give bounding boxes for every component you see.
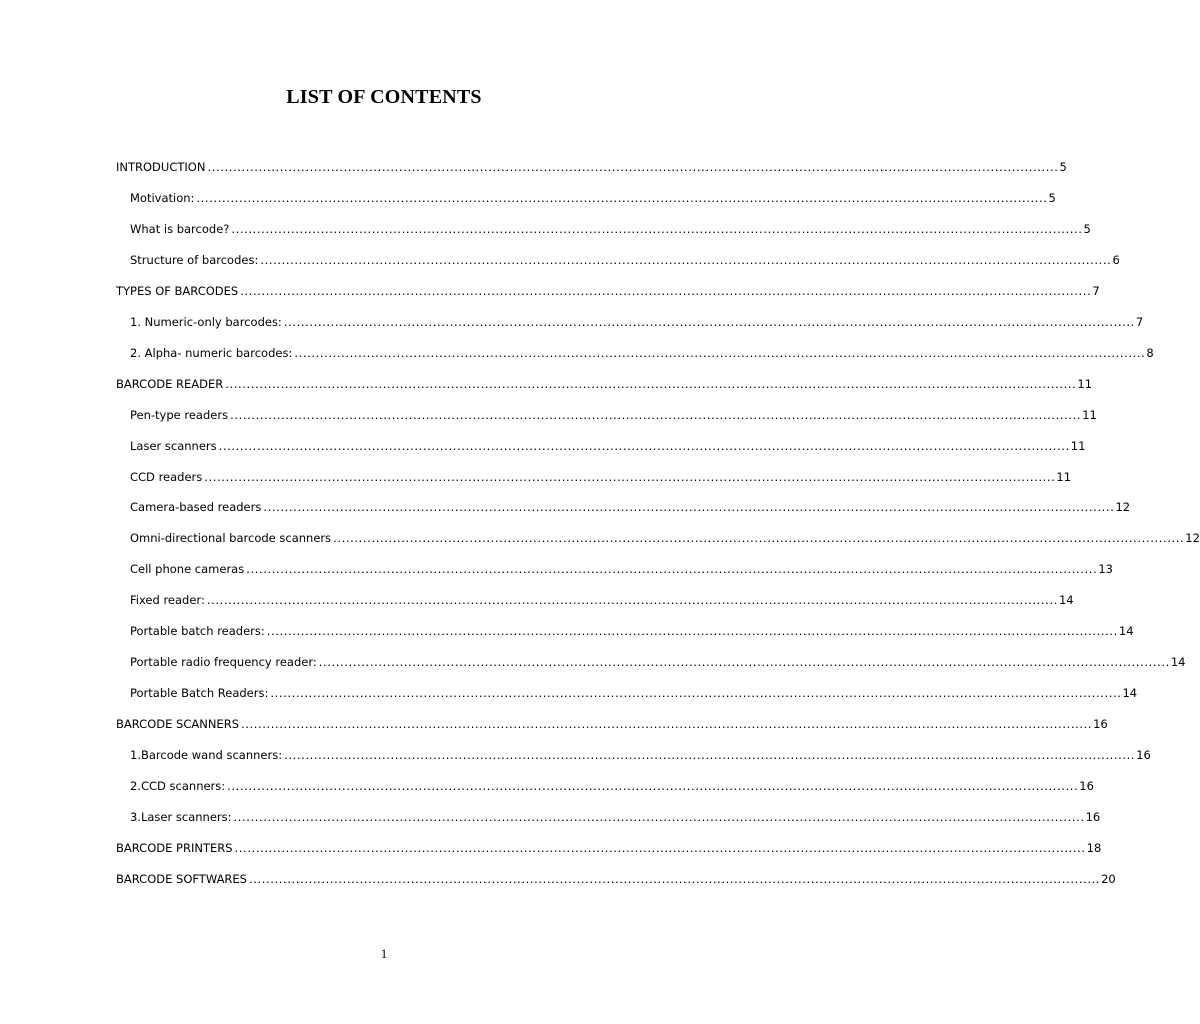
dot-leader: ........................................................................................................................................................................................................ xyxy=(246,562,1098,577)
toc-entry[interactable] xyxy=(130,621,1134,641)
toc-entry-page: 16 xyxy=(1079,779,1094,793)
toc-entry-page: 11 xyxy=(1056,469,1072,484)
toc-entry-page: 14 xyxy=(1058,593,1074,608)
toc-entry[interactable] xyxy=(130,312,1144,332)
toc-entry-label: Pen-type readers xyxy=(130,407,229,422)
toc-entry-page: 12 xyxy=(1115,500,1131,515)
toc-entry[interactable] xyxy=(116,157,1067,177)
page-number: 1 xyxy=(380,946,388,961)
dot-leader: ........................................................................................................................................................................................................ xyxy=(249,871,1101,886)
toc-entry-label: 2. Alpha- numeric barcodes: xyxy=(130,345,293,360)
toc-entry-page: 5 xyxy=(1048,190,1056,205)
toc-entry-label: 1. Numeric-only barcodes: xyxy=(130,314,282,329)
toc-entry[interactable] xyxy=(116,714,1108,734)
toc-entry-page: 20 xyxy=(1101,871,1116,886)
toc-entry-label: Cell phone cameras xyxy=(130,562,245,577)
toc-entry[interactable] xyxy=(130,652,1186,672)
toc-entry[interactable] xyxy=(130,436,1086,456)
toc-entry-page: 7 xyxy=(1092,283,1100,298)
toc-entry-label: Motivation: xyxy=(130,190,195,205)
toc-entry-page: 14 xyxy=(1118,624,1134,639)
dot-leader: ........................................................................................................................................................................................................ xyxy=(233,809,1085,824)
dot-leader: ........................................................................................................................................................................................................ xyxy=(333,531,1185,546)
toc-entry[interactable] xyxy=(130,188,1056,208)
dot-leader: ........................................................................................................................................................................................................ xyxy=(230,407,1082,422)
dot-leader: ........................................................................................................................................................................................................ xyxy=(263,500,1115,515)
toc-entry[interactable] xyxy=(130,250,1120,270)
toc-entry-page: 11 xyxy=(1077,376,1093,391)
toc-entry-page: 5 xyxy=(1059,160,1067,174)
toc-entry-label: BARCODE READER xyxy=(116,376,224,391)
toc-entry[interactable] xyxy=(130,683,1138,703)
toc-entry-page: 13 xyxy=(1098,562,1113,577)
toc-entry-label: 3.Laser scanners: xyxy=(130,809,232,824)
toc-entry[interactable] xyxy=(130,343,1154,363)
toc-entry-label: BARCODE PRINTERS xyxy=(116,840,233,855)
toc-entry-label: TYPES OF BARCODES xyxy=(116,283,239,298)
toc-entry[interactable] xyxy=(130,528,1200,548)
toc-entry-page: 11 xyxy=(1070,438,1086,453)
toc-entry-page: 7 xyxy=(1135,314,1144,329)
toc-entry[interactable] xyxy=(116,281,1100,301)
toc-entry-page: 16 xyxy=(1085,809,1101,824)
toc-entry[interactable] xyxy=(116,869,1116,889)
dot-leader: ........................................................................................................................................................................................................ xyxy=(318,655,1170,670)
toc-entry-page: 6 xyxy=(1112,252,1120,267)
dot-leader: ........................................................................................................................................................................................................ xyxy=(231,221,1083,236)
dot-leader: ........................................................................................................................................................................................................ xyxy=(196,190,1048,205)
dot-leader: ........................................................................................................................................................................................................ xyxy=(284,748,1136,763)
toc-entry-page: 8 xyxy=(1146,345,1154,360)
toc-entry-label: INTRODUCTION xyxy=(116,160,206,174)
toc-entry-label: 1.Barcode wand scanners: xyxy=(130,748,283,763)
toc-entry-page: 16 xyxy=(1136,748,1151,763)
toc-entry[interactable] xyxy=(130,497,1131,517)
page-title: LIST OF CONTENTS xyxy=(286,86,482,108)
dot-leader: ........................................................................................................................................................................................................ xyxy=(225,376,1077,391)
dot-leader: ........................................................................................................................................................................................................ xyxy=(240,283,1092,298)
dot-leader: ........................................................................................................................................................................................................ xyxy=(294,345,1146,360)
dot-leader: ........................................................................................................................................................................................................ xyxy=(241,717,1093,732)
toc-entry[interactable] xyxy=(130,745,1151,765)
toc-entry[interactable] xyxy=(116,838,1102,858)
dot-leader: ........................................................................................................................................................................................................ xyxy=(218,438,1070,453)
toc-entry-label: Portable radio frequency reader: xyxy=(130,655,317,670)
toc-entry-label: Omni-directional barcode scanners xyxy=(130,531,332,546)
toc-entry-label: Fixed reader: xyxy=(130,593,205,608)
toc-entry-label: CCD readers xyxy=(130,469,203,484)
toc-entry[interactable] xyxy=(130,219,1091,239)
dot-leader: ........................................................................................................................................................................................................ xyxy=(260,252,1112,267)
toc-entry[interactable] xyxy=(130,559,1113,579)
dot-leader: ........................................................................................................................................................................................................ xyxy=(266,624,1118,639)
dot-leader: ........................................................................................................................................................................................................ xyxy=(234,840,1086,855)
toc-entry-page: 16 xyxy=(1093,717,1108,732)
toc-entry[interactable] xyxy=(116,374,1093,394)
toc-entry[interactable] xyxy=(130,807,1101,827)
toc-entry-label: Camera-based readers xyxy=(130,500,262,515)
toc-entry-label: Portable batch readers: xyxy=(130,624,265,639)
toc-entry-label: Structure of barcodes: xyxy=(130,252,259,267)
toc-entry[interactable] xyxy=(130,776,1094,796)
toc-entry-label: BARCODE SCANNERS xyxy=(116,717,239,732)
dot-leader: ........................................................................................................................................................................................................ xyxy=(270,686,1122,701)
toc-entry[interactable] xyxy=(130,467,1072,487)
toc-entry[interactable] xyxy=(130,405,1097,425)
toc-entry-label: BARCODE SOFTWARES xyxy=(116,871,247,886)
toc-entry-page: 12 xyxy=(1185,531,1200,546)
toc-entry-label: 2.CCD scanners: xyxy=(130,779,226,793)
dot-leader: ........................................................................................................................................................................................................ xyxy=(207,160,1059,174)
dot-leader: ........................................................................................................................................................................................................ xyxy=(227,779,1079,793)
toc-entry-label: What is barcode? xyxy=(130,221,230,236)
dot-leader: ........................................................................................................................................................................................................ xyxy=(204,469,1056,484)
toc-entry-page: 11 xyxy=(1082,407,1097,422)
dot-leader: ........................................................................................................................................................................................................ xyxy=(206,593,1058,608)
toc-entry-label: Laser scanners xyxy=(130,438,217,453)
toc-entry-page: 14 xyxy=(1170,655,1186,670)
toc-entry-page: 14 xyxy=(1122,686,1138,701)
toc-entry-page: 5 xyxy=(1083,221,1091,236)
toc-entry[interactable] xyxy=(130,590,1074,610)
toc-entry-label: Portable Batch Readers: xyxy=(130,686,269,701)
dot-leader: ........................................................................................................................................................................................................ xyxy=(283,314,1135,329)
toc-entry-page: 18 xyxy=(1086,840,1102,855)
